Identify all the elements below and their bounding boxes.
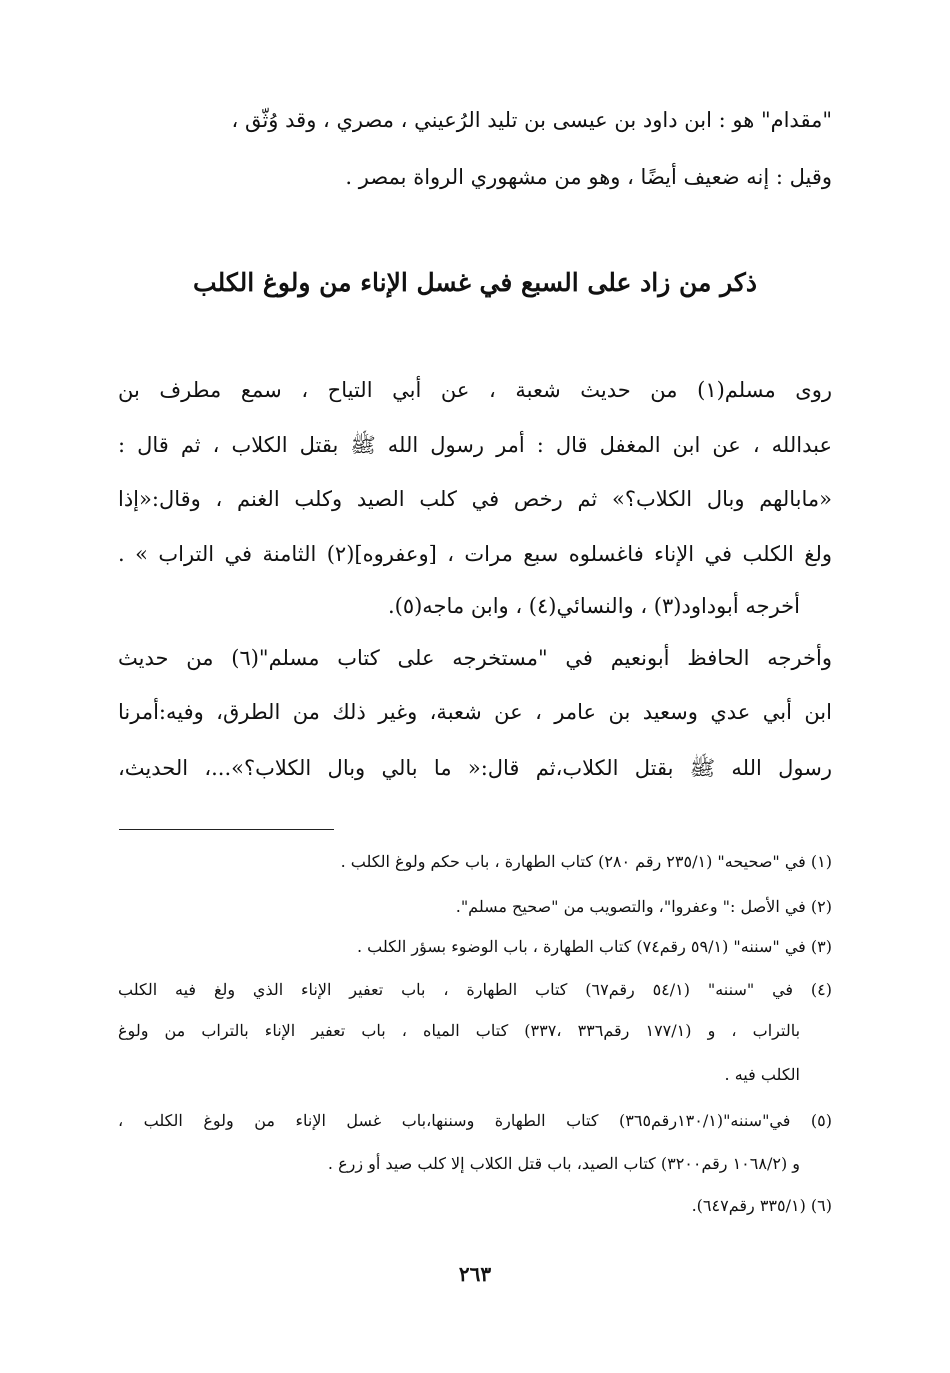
footnote-6: (٦) (٣٣٥/١ رقم٦٤٧). [691, 1196, 832, 1215]
footnote-2: (٢) في الأصل :" وعفروا"، والتصويب من "صحيح مسلم". [455, 897, 832, 916]
page-number: ٢٦٣ [458, 1262, 492, 1286]
intro-line-2: وقيل : إنه ضعيف أيضًا ، وهو من مشهوري الرواة بمصر . [345, 165, 832, 189]
body-line-4: ولغ الكلب في الإناء فاغسلوه سبع مرات ، [وعفروه](٢) الثامنة في التراب » . [118, 542, 832, 566]
body-line-6: وأخرجه الحافظ أبونعيم في "مستخرجه على كتاب مسلم"(٦) من حديث [118, 646, 832, 670]
footnote-4-continued: بالتراب ، و (١٧٧/١ رقم٣٣٦ ،٣٣٧) كتاب المياه ، باب تعفير الإناء بالتراب من ولوغ [118, 1021, 801, 1040]
intro-line-1: "مقدام" هو : ابن داود بن عيسى بن تليد الرُعيني ، مصري ، وقد وُثّق ، [231, 108, 832, 132]
body-line-3: «مابالهم وبال الكلاب؟» ثم رخص في كلب الصيد وكلب الغنم ، وقال:«إذا [118, 487, 832, 511]
footnote-separator [119, 829, 334, 830]
footnote-5: (٥) في"سننه"(١٣٠/١رقم٣٦٥) كتاب الطهارة وسننها،باب غسل الإناء من ولوغ الكلب ، [118, 1111, 833, 1130]
footnote-5-continued: و (١٠٦٨/٢ رقم٣٢٠٠) كتاب الصيد، باب قتل الكلاب إلا كلب صيد أو زرع . [327, 1154, 800, 1173]
body-line-5: أخرجه أبوداود(٣) ، والنسائي(٤) ، وابن ماجه(٥). [387, 594, 800, 618]
footnote-1: (١) في "صحيحه" (٢٣٥/١ رقم ٢٨٠) كتاب الطهارة ، باب حكم ولوغ الكلب . [340, 852, 832, 871]
body-line-7: ابن أبي عدي وسعيد بن عامر ، عن شعبة، وغير ذلك من الطرق، وفيه:أمرنا [118, 700, 832, 724]
footnote-3: (٣) في "سننه" (٥٩/١ رقم٧٤) كتاب الطهارة ، باب الوضوء بسؤر الكلب . [356, 937, 832, 956]
footnote-4-end: الكلب فيه . [724, 1065, 800, 1084]
body-line-8: رسول الله ﷺ بقتل الكلاب،ثم قال:« ما بالي وبال الكلاب؟»...، الحديث، [118, 756, 832, 780]
body-line-1: روى مسلم(١) من حديث شعبة ، عن أبي التياح ، سمع مطرف بن [118, 378, 832, 402]
body-line-2: عبدالله ، عن ابن المغفل قال : أمر رسول الله ﷺ بقتل الكلاب ، ثم قال : [118, 433, 832, 457]
footnote-4: (٤) في "سننه" (٥٤/١ رقم٦٧) كتاب الطهارة ، باب تعفير الإناء الذي ولغ فيه الكلب [118, 980, 832, 999]
section-heading: ذكر من زاد على السبع في غسل الإناء من ولوغ الكلب [193, 268, 757, 297]
